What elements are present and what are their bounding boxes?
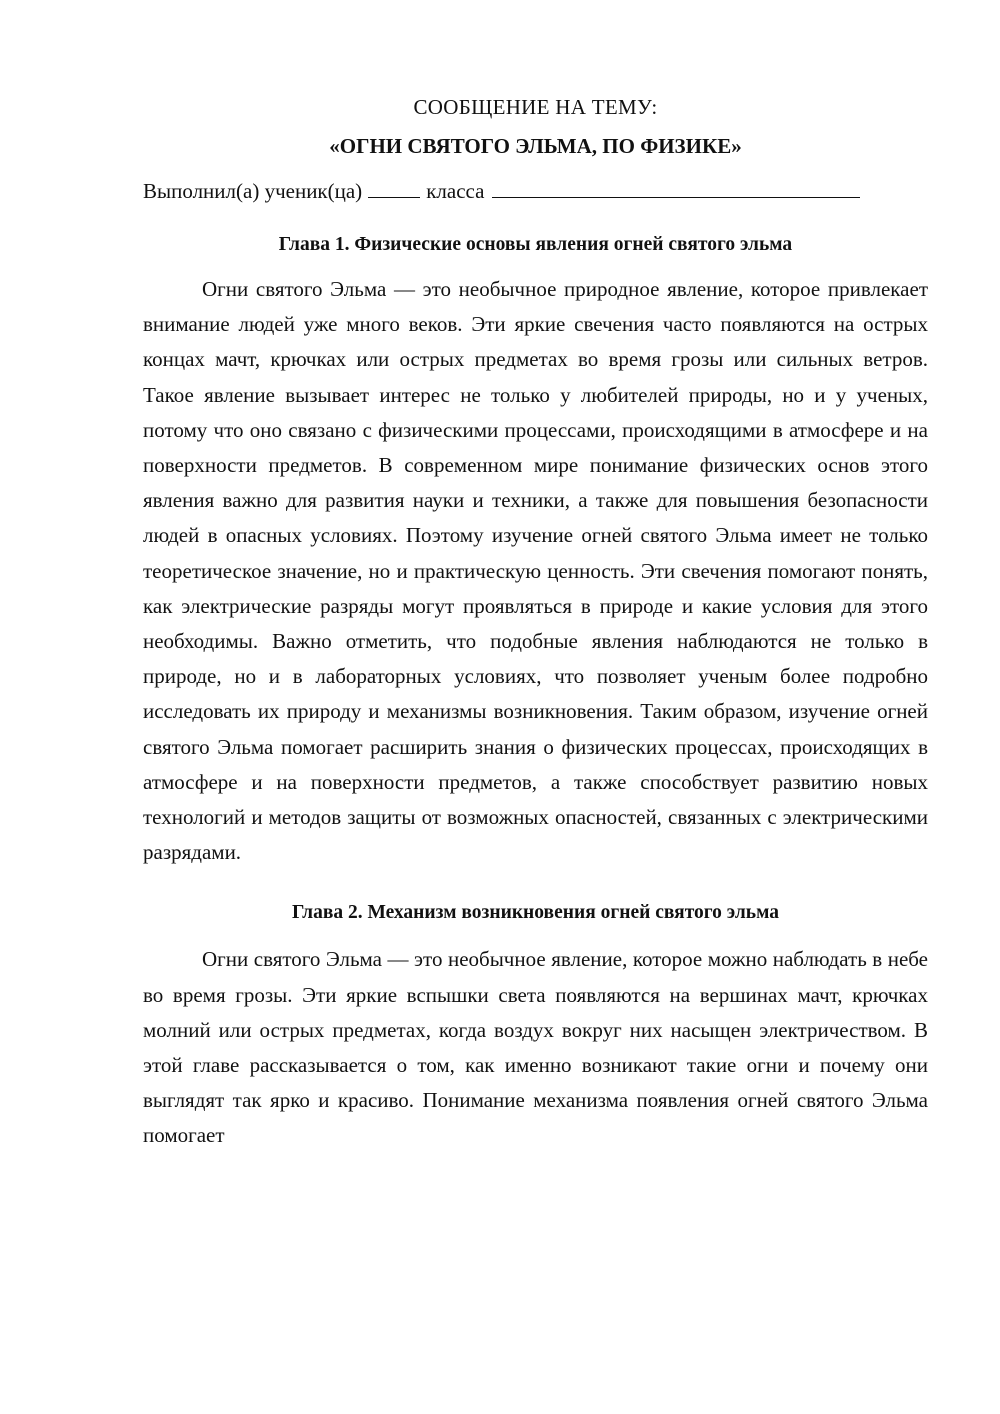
chapter-2-paragraph: Огни святого Эльма — это необычное явление, которое можно наблюдать в небе во время грозы. Эти яркие вспышки света появляются на вершинах мачт, крючках молний или острых предметах, когда воздух вокруг них насыщен электричеством. В этой главе рассказывается о том, как именно возникают такие огни и почему они выглядят так ярко и красиво. Понимание механизма появления огней святого Эльма помогает bbox=[143, 947, 928, 1148]
chapter-1-paragraph: Огни святого Эльма — это необычное природное явление, которое привлекает внимание людей уже много веков. Эти яркие свечения часто появляются на острых концах мачт, крючках или острых предметах во время грозы или сильных ветров. Такое явление вызывает интерес не только у любителей природы, но и у ученых, потому что оно связано с физическими процессами, происходящими в атмосфере и на поверхности предметов. В современном мире понимание физических основ этого явления важно для развития науки и техники, а также для повышения безопасности людей в опасных условиях. Поэтому изучение огней святого Эльма имеет не только теоретическое значение, но и практическую ценность. Эти свечения помогают понять, как электрические разряды могут проявляться в природе и какие условия для этого необходимы. Важно отметить, что подобные явления наблюдаются не только в природе, но и в лабораторных условиях, что позволяет ученым более подробно исследовать их природу и механизмы возникновения. Таким образом, изучение огней святого Эльма помогает расширить знания о физических процессах, происходящих в атмосфере и на поверхности предметов, а также способствует развитию новых технологий и методов защиты от возможных опасностей, связанных с электрическими разрядами. bbox=[143, 277, 928, 865]
document-title-line-1: СООБЩЕНИЕ НА ТЕМУ: bbox=[413, 95, 658, 119]
chapter-2-heading: Глава 2. Механизм возникновения огней святого эльма bbox=[291, 902, 780, 924]
author-name-blank bbox=[492, 179, 860, 198]
author-line bbox=[143, 176, 928, 206]
chapter-1-heading: Глава 1. Физические основы явления огней святого эльма bbox=[278, 234, 793, 255]
document-page bbox=[143, 92, 928, 1154]
class-number-blank bbox=[368, 179, 420, 198]
document-title-line-2: «ОГНИ СВЯТОГО ЭЛЬМА, ПО ФИЗИКЕ» bbox=[329, 134, 742, 158]
author-prefix-label: Выполнил(а) ученик(ца) bbox=[143, 179, 363, 203]
class-label: класса bbox=[426, 179, 485, 203]
